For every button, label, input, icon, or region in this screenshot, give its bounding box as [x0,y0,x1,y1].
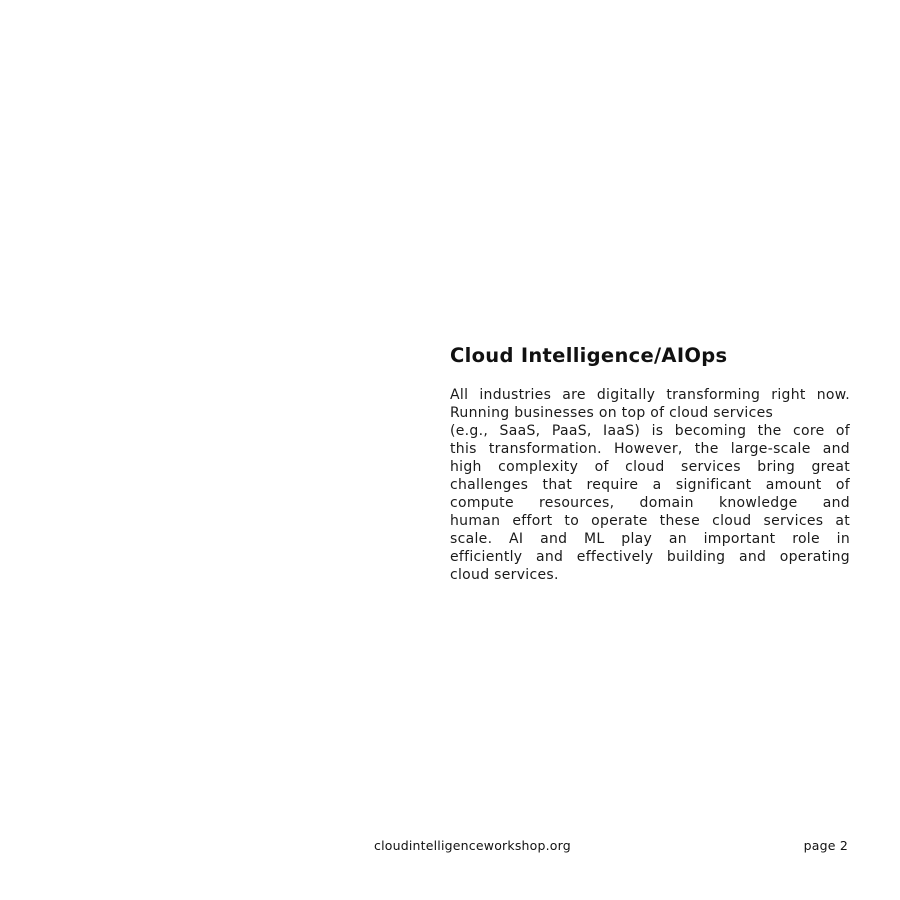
body-line: high complexity of cloud services bring great [450,459,850,475]
body-line: compute resources, domain knowledge and [450,495,850,511]
body-line: efficiently and effectively building and operating [450,549,850,565]
page-number: page 2 [803,838,848,853]
body-line: challenges that require a significant amount of [450,477,850,493]
body-line: human effort to operate these cloud services at [450,513,850,529]
body-line: (e.g., SaaS, PaaS, IaaS) is becoming the core of [450,423,850,439]
body-line: cloud services. [450,567,559,583]
article-body [450,386,850,584]
body-line: this transformation. However, the large-scale and [450,441,850,457]
body-line: scale. AI and ML play an important role in [450,531,850,547]
footer-website-link[interactable]: cloudintelligenceworkshop.org [374,838,571,853]
article-section [450,340,850,584]
body-line: Running businesses on top of cloud services [450,405,774,421]
body-line: All industries are digitally transforming right now. [450,387,850,403]
article-title: Cloud Intelligence/AIOps [450,344,728,367]
